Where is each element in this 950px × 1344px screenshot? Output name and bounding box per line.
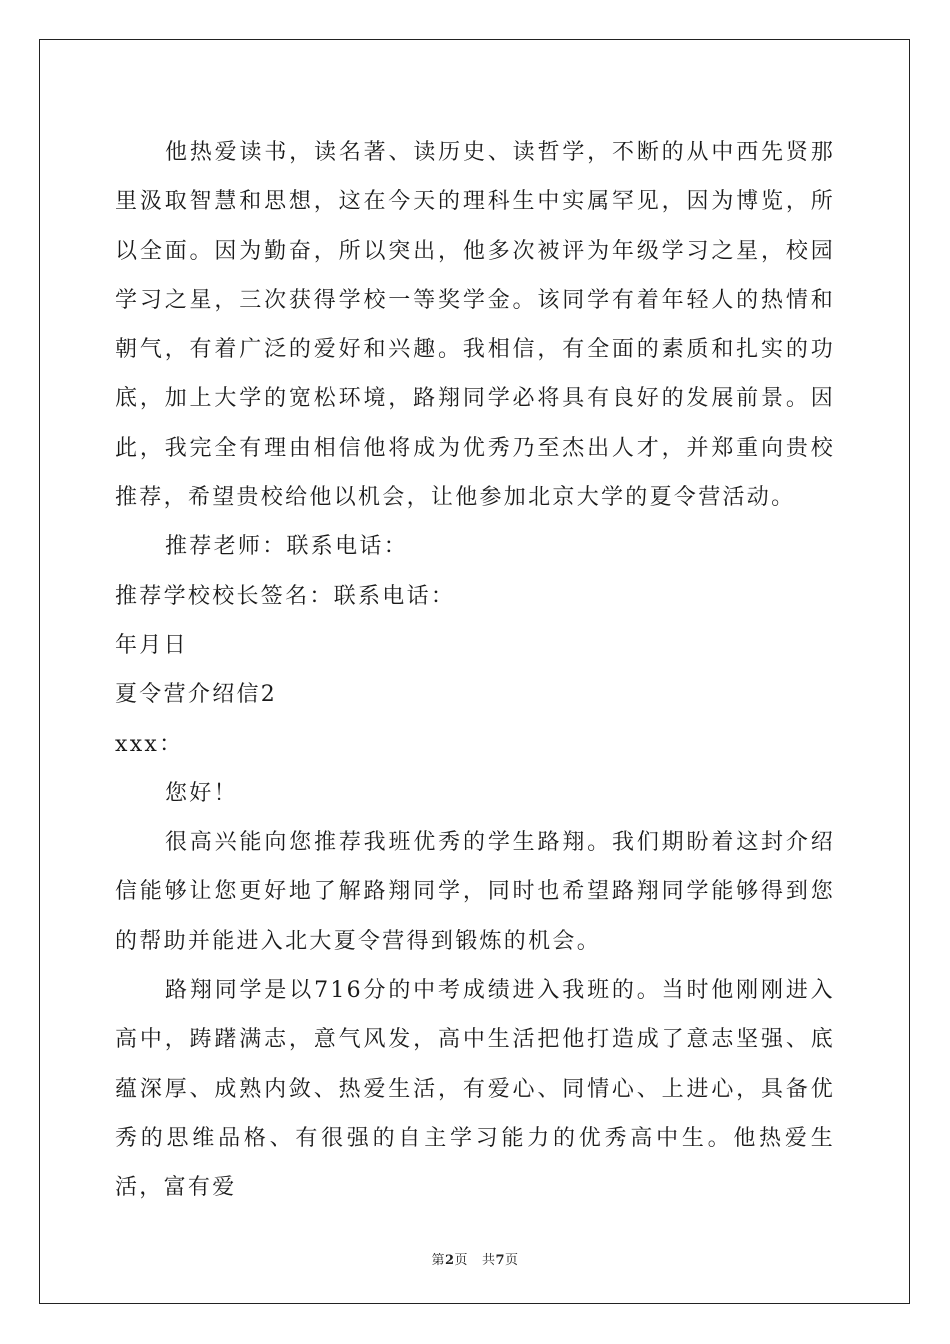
document-body [115, 128, 835, 1213]
letter-heading: 夏令营介绍信2 [115, 682, 278, 708]
page-footer [0, 1249, 950, 1268]
paragraph-student-profile: 路翔同学是以716分的中考成绩进入我班的。当时他刚刚进入高中，踌躇满志，意气风发，高中生活把他打造成了意志坚强、底蕴深厚、成熟内敛、热爱生活，有爱心、同情心、上进心，具备优秀的思维品格、有很强的自主学习能力的优秀高中生。他热爱生活，富有爱 [115, 978, 835, 1201]
footer-total-pages: 7 [495, 1253, 505, 1268]
paragraph-principal-signature: 推荐学校校长签名：联系电话： [115, 583, 456, 609]
footer-suffix: 页 [505, 1253, 519, 1268]
salutation: xxx： [115, 731, 184, 757]
footer-prefix: 第 [431, 1253, 445, 1268]
paragraph-reading: 他热爱读书，读名著、读历史、读哲学，不断的从中西先贤那里汲取智慧和思想，这在今天的理科生中实属罕见，因为博览，所以全面。因为勤奋，所以突出，他多次被评为年级学习之星，校园学习之星，三次获得学校一等奖学金。该同学有着年轻人的热情和朝气，有着广泛的爱好和兴趣。我相信，有全面的素质和扎实的功底，加上大学的宽松环境，路翔同学必将具有良好的发展前景。因此，我完全有理由相信他将成为优秀乃至杰出人才，并郑重向贵校推荐，希望贵校给他以机会，让他参加北京大学的夏令营活动。 [115, 140, 835, 511]
paragraph-teacher-contact: 推荐老师：联系电话： [165, 534, 409, 560]
paragraph-date: 年月日 [115, 632, 188, 658]
footer-page-number: 2 [445, 1253, 455, 1268]
paragraph-recommendation: 很高兴能向您推荐我班优秀的学生路翔。我们期盼着这封介绍信能够让您更好地了解路翔同学，同时也希望路翔同学能够得到您的帮助并能进入北大夏令营得到锻炼的机会。 [115, 830, 835, 954]
footer-middle: 页 共 [454, 1253, 496, 1268]
greeting: 您好！ [165, 780, 238, 806]
